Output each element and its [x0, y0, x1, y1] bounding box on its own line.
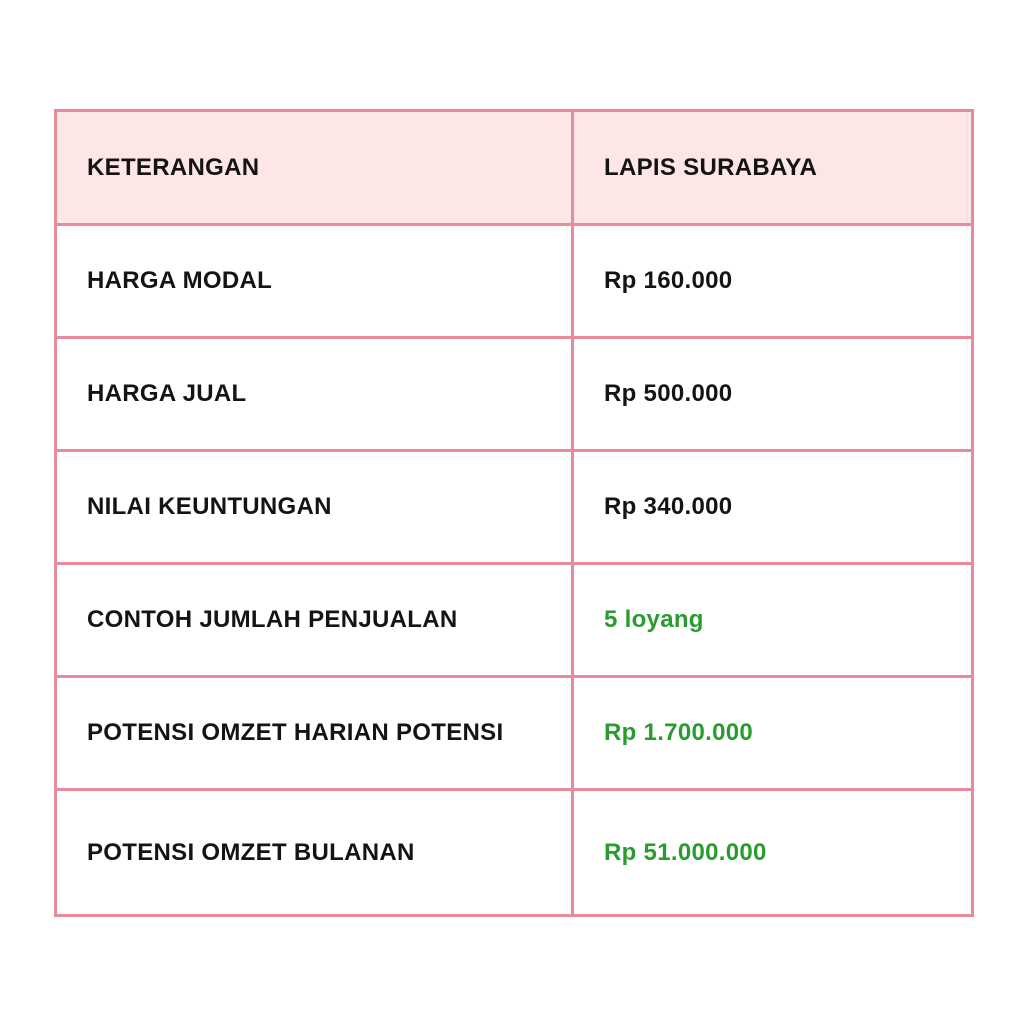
row-value-potensi-omzet-bulanan: Rp 51.000.000: [573, 790, 973, 916]
row-label-potensi-omzet-harian: POTENSI OMZET HARIAN POTENSI: [56, 677, 573, 790]
row-label-harga-jual: HARGA JUAL: [56, 338, 573, 451]
header-keterangan: KETERANGAN: [56, 111, 573, 225]
table-row: [56, 564, 973, 677]
row-value-harga-jual: Rp 500.000: [573, 338, 973, 451]
row-label-harga-modal: HARGA MODAL: [56, 225, 573, 338]
row-value-nilai-keuntungan: Rp 340.000: [573, 451, 973, 564]
table-row: [56, 790, 973, 916]
table-header-row: [56, 111, 973, 225]
profit-table: [54, 109, 974, 917]
row-label-contoh-jumlah-penjualan: CONTOH JUMLAH PENJUALAN: [56, 564, 573, 677]
header-lapis-surabaya: LAPIS SURABAYA: [573, 111, 973, 225]
row-label-nilai-keuntungan: NILAI KEUNTUNGAN: [56, 451, 573, 564]
row-value-contoh-jumlah-penjualan: 5 loyang: [573, 564, 973, 677]
table-row: [56, 338, 973, 451]
row-value-harga-modal: Rp 160.000: [573, 225, 973, 338]
table-row: [56, 451, 973, 564]
table-row: [56, 677, 973, 790]
row-label-potensi-omzet-bulanan: POTENSI OMZET BULANAN: [56, 790, 573, 916]
row-value-potensi-omzet-harian: Rp 1.700.000: [573, 677, 973, 790]
table-row: [56, 225, 973, 338]
